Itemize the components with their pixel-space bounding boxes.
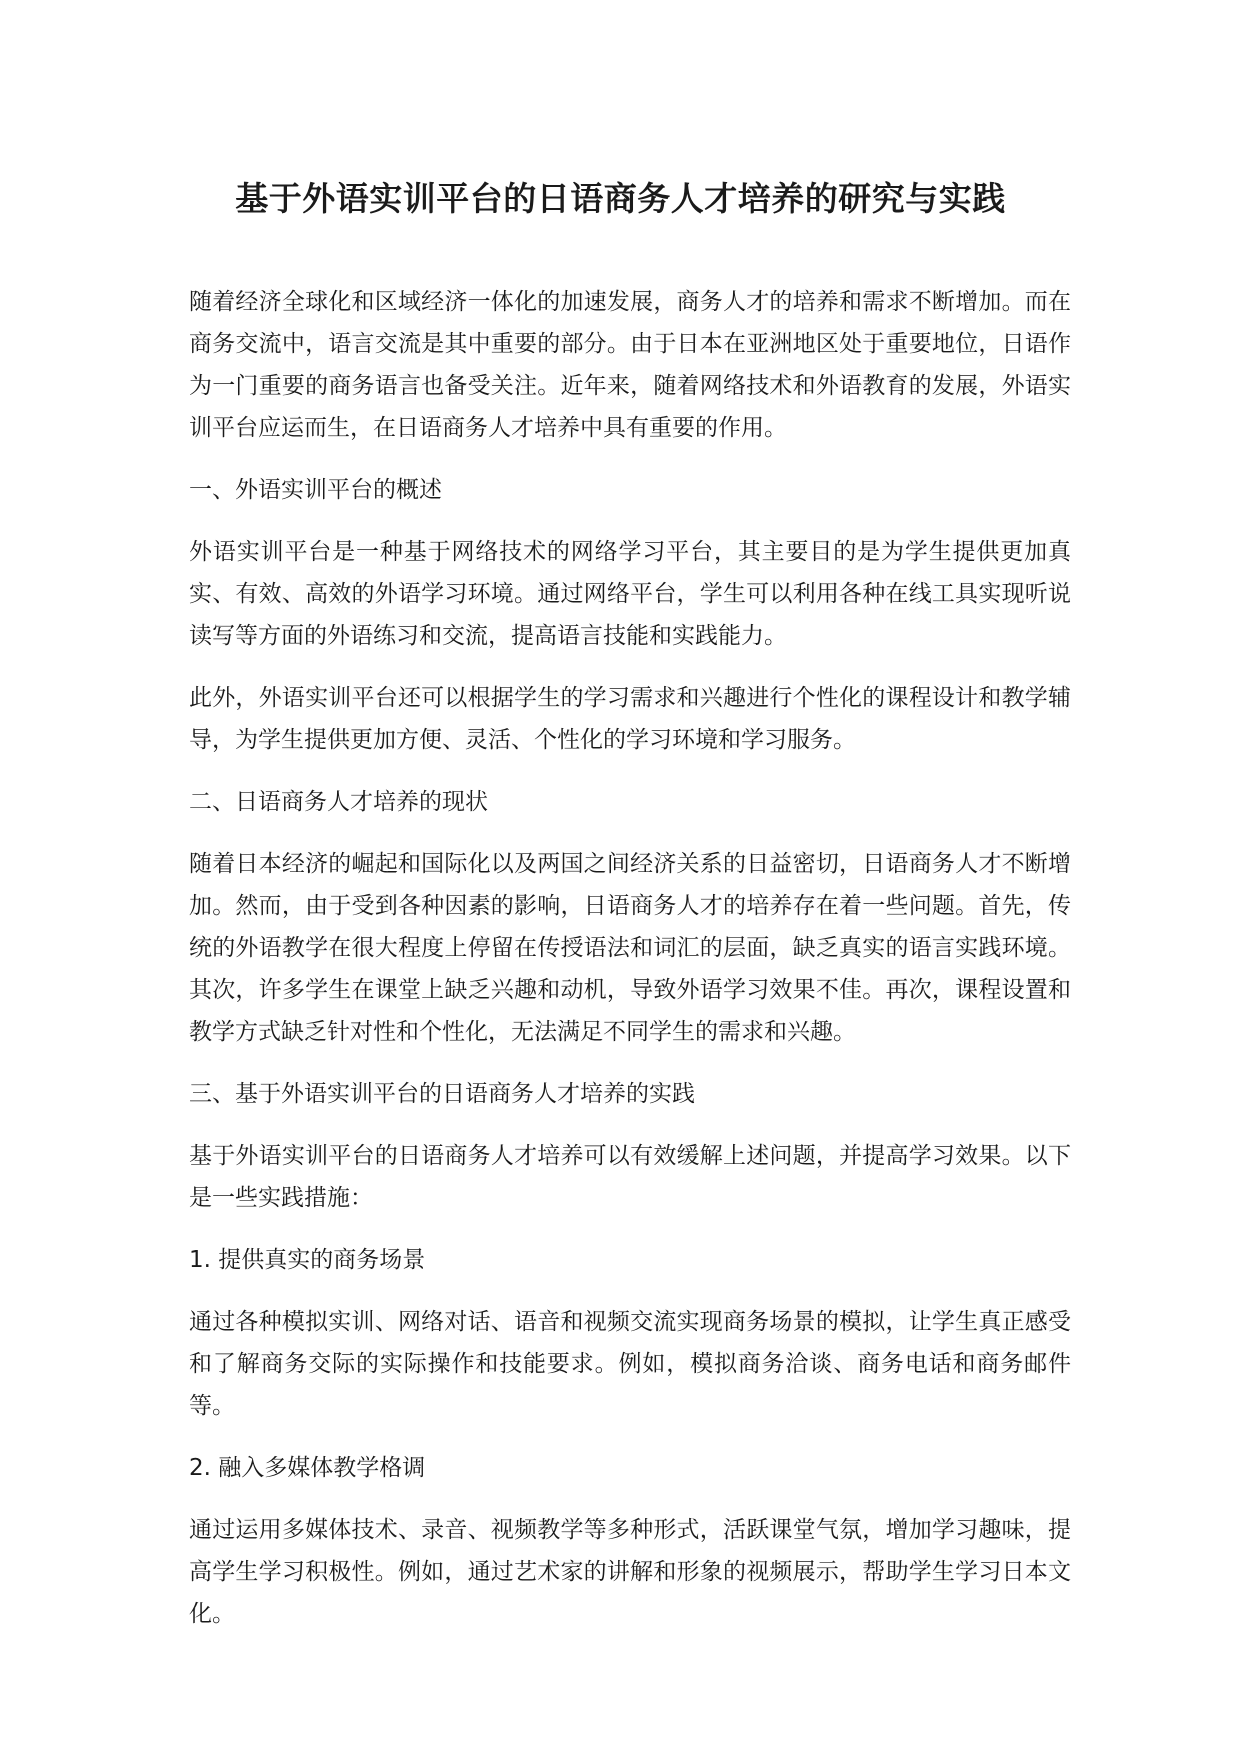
paragraph-intro: 随着经济全球化和区域经济一体化的加速发展，商务人才的培养和需求不断增加。而在商务交流中，语言交流是其中重要的部分。由于日本在亚洲地区处于重要地位，日语作为一门重要的商务语言也备受关注。近年来，随着网络技术和外语教育的发展，外语实训平台应运而生，在日语商务人才培养中具有重要的作用。 bbox=[189, 289, 1071, 441]
section-heading-2: 二、日语商务人才培养的现状 bbox=[189, 789, 488, 815]
paragraph-overview: 外语实训平台是一种基于网络技术的网络学习平台，其主要目的是为学生提供更加真实、有效、高效的外语学习环境。通过网络平台，学生可以利用各种在线工具实现听说读写等方面的外语练习和交流，提高语言技能和实践能力。 bbox=[189, 539, 1071, 649]
subheading-1: 1. 提供真实的商务场景 bbox=[189, 1247, 426, 1273]
section-heading-3: 三、基于外语实训平台的日语商务人才培养的实践 bbox=[189, 1081, 695, 1107]
document-body bbox=[189, 281, 1071, 1655]
paragraph-practice-intro: 基于外语实训平台的日语商务人才培养可以有效缓解上述问题，并提高学习效果。以下是一些实践措施： bbox=[189, 1143, 1071, 1211]
paragraph-status: 随着日本经济的崛起和国际化以及两国之间经济关系的日益密切，日语商务人才不断增加。然而，由于受到各种因素的影响，日语商务人才的培养存在着一些问题。首先，传统的外语教学在很大程度上停留在传授语法和词汇的层面，缺乏真实的语言实践环境。其次，许多学生在课堂上缺乏兴趣和动机，导致外语学习效果不佳。再次，课程设置和教学方式缺乏针对性和个性化，无法满足不同学生的需求和兴趣。 bbox=[189, 851, 1071, 1045]
section-heading-1: 一、外语实训平台的概述 bbox=[189, 477, 442, 503]
paragraph-multimedia: 通过运用多媒体技术、录音、视频教学等多种形式，活跃课堂气氛，增加学习趣味，提高学生学习积极性。例如，通过艺术家的讲解和形象的视频展示，帮助学生学习日本文化。 bbox=[189, 1517, 1071, 1627]
subheading-2: 2. 融入多媒体教学格调 bbox=[189, 1455, 426, 1481]
paragraph-scenario: 通过各种模拟实训、网络对话、语音和视频交流实现商务场景的模拟，让学生真正感受和了解商务交际的实际操作和技能要求。例如，模拟商务洽谈、商务电话和商务邮件等。 bbox=[189, 1309, 1071, 1419]
document-title: 基于外语实训平台的日语商务人才培养的研究与实践 bbox=[235, 179, 1006, 218]
paragraph-overview-2: 此外，外语实训平台还可以根据学生的学习需求和兴趣进行个性化的课程设计和教学辅导，为学生提供更加方便、灵活、个性化的学习环境和学习服务。 bbox=[189, 685, 1071, 753]
